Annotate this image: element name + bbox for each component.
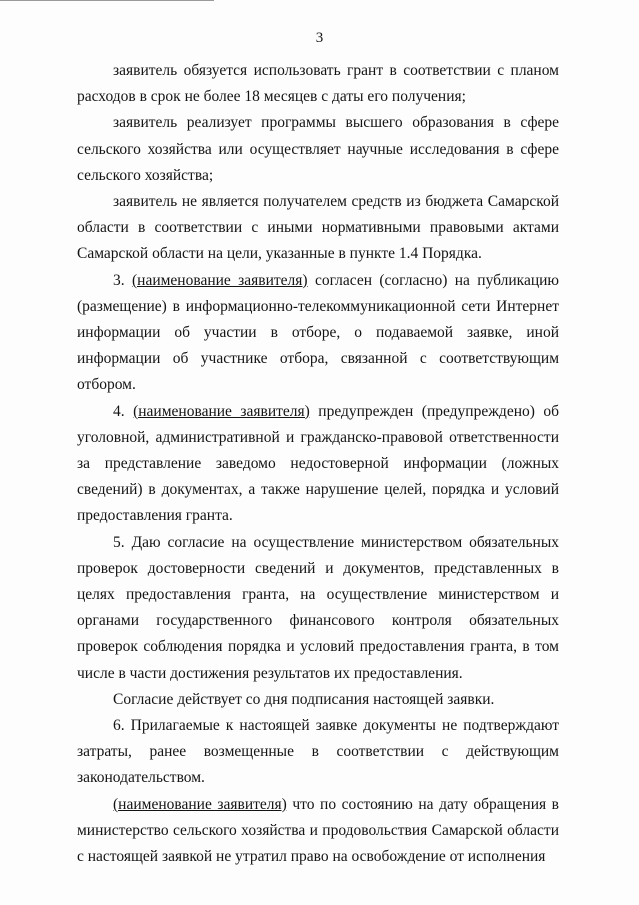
paragraph-text: заявитель обязуется использовать грант в соответствии с планом расходов в срок не более 18 месяцев с даты его получения;: [77, 62, 559, 106]
paragraph-p4: [77, 268, 559, 399]
paragraph-p7: [77, 687, 559, 713]
paragraph-text: предупрежден (предупреждено) об уголовной, административной и гражданско-правовой ответственности за представление заведомо недостоверной информации (ложных сведений) в документах, а также нарушение целей, порядка и условий предоставления гранта.: [77, 402, 560, 525]
paragraph-prefix: 3.: [113, 271, 132, 289]
paragraph-text: заявитель реализует программы высшего образования в сфере сельского хозяйства или осуществляет научные исследования в сфере сельского хозяйства;: [77, 114, 559, 184]
paragraph-p2: [77, 110, 559, 189]
paragraph-text: заявитель не является получателем средств из бюджета Самарской области в соответствии с иными нормативными правовыми актами Самарской области на цели, указанные в пункте 1.4 Порядка.: [77, 193, 559, 263]
paragraph-p6: [77, 530, 559, 687]
paragraph-p5: [77, 399, 559, 530]
document-body: [77, 58, 559, 870]
applicant-name-placeholder: (наименование заявителя): [133, 402, 310, 420]
paragraph-p3: [77, 189, 559, 268]
page-number: 3: [315, 30, 324, 46]
paragraph-prefix: 4.: [113, 402, 134, 420]
applicant-name-placeholder: (наименование заявителя): [113, 795, 287, 813]
paragraph-p1: [77, 58, 559, 110]
paragraph-text: 5. Даю согласие на осуществление министерством обязательных проверок достоверности сведений и документов, представленных в целях предоставления гранта, на осуществление министерством и органами государственного финансового контроля обязательных проверок соблюдения порядка и условий предоставления гранта, в том числе в части достижения результатов их предоставления.: [77, 533, 559, 682]
applicant-name-placeholder: (наименование заявителя): [131, 271, 308, 289]
paragraph-text: 6. Прилагаемые к настоящей заявке документы не подтверждают затраты, ранее возмещенные в соответствии с действующим законодательством.: [77, 717, 559, 787]
paragraph-text: согласен (согласно) на публикацию (размещение) в информационно-телекоммуникационной сети Интернет информации об участии в отборе, о подаваемой заявке, иной информации об участнике отбора, связанной с соответствующим отбором.: [77, 271, 559, 394]
paragraph-text: Согласие действует со дня подписания настоящей заявки.: [113, 690, 495, 708]
paragraph-p9: [77, 792, 559, 871]
top-rule: [0, 0, 214, 1]
paragraph-text: что по состоянию на дату обращения в министерство сельского хозяйства и продовольствия Самарской области с настоящей заявкой не утратил право на освобождение от исполнения: [77, 795, 559, 866]
paragraph-p8: [77, 713, 559, 792]
